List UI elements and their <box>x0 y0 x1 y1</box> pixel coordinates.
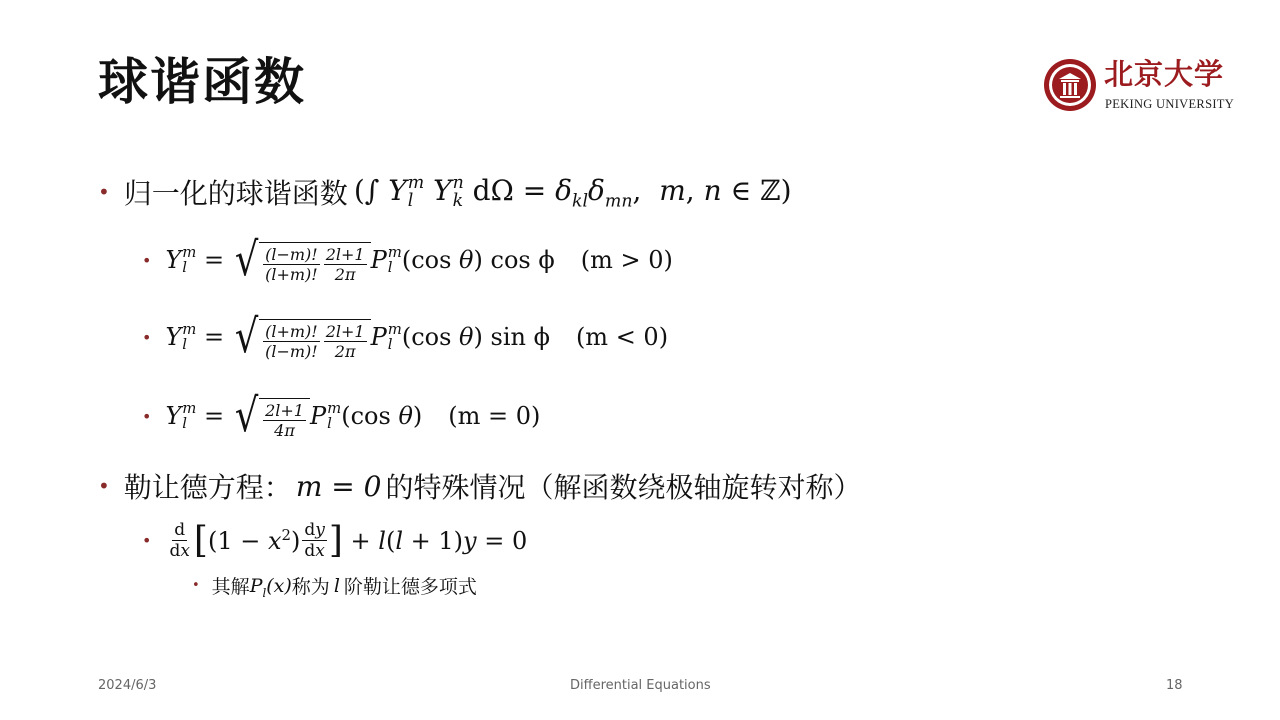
condition: (m > 0) <box>580 246 673 274</box>
legendre-m-zero: m = 0 <box>295 469 382 503</box>
bullet-icon: • <box>142 406 152 426</box>
university-name-en: PEKING UNIVERSITY <box>1105 97 1235 111</box>
note-math-pl: $P_l(x)$ <box>249 574 292 600</box>
legendre-equation: • $\frac{d}{dx}$ [ $(1 - x^2)$ $\frac{dy}{dx}$ ] + l(l + 1)y = 0 <box>142 519 528 561</box>
bullet-legendre <box>98 466 861 506</box>
equation-m-zero: • Y m l = √ $\frac{2l+1}{4\pi}$ P m l (cos θ) (m = 0) <box>142 388 541 442</box>
condition: (m < 0) <box>575 323 669 351</box>
bullet-icon: • <box>98 180 110 204</box>
bullet-text: 归一化的球谐函数 <box>123 177 348 210</box>
bullet-icon: • <box>142 531 152 550</box>
university-logo <box>1040 57 1240 113</box>
bullet-icon: • <box>192 578 200 593</box>
trig-factor: sin ϕ <box>490 323 550 351</box>
note-before: 其解 <box>211 576 250 598</box>
legendre-text-after: 的特殊情况（解函数绕极轴旋转对称） <box>385 471 862 504</box>
university-name-cn: 北京大学 <box>1104 57 1225 91</box>
note-l: l <box>333 574 340 597</box>
note-middle: 称为 <box>291 576 330 598</box>
bullet-icon: • <box>142 327 152 347</box>
legendre-polynomial-note <box>192 572 477 599</box>
trig-factor: cos ϕ <box>490 246 555 274</box>
university-seal-icon <box>1040 57 1100 113</box>
page-title: 球谐函数 <box>98 53 306 111</box>
footer-page-number: 18 <box>1166 678 1183 693</box>
footer-title: Differential Equations <box>570 678 711 693</box>
equation-m-positive: • Y m l = √ $\frac{(l-m)!}{(l+m)!}$ $\frac{2l+1}{2\pi}$ P m l (cos θ) cos ϕ (m > 0) <box>142 232 673 286</box>
bullet-icon: • <box>98 474 110 498</box>
legendre-text-before: 勒让德方程： <box>123 471 292 504</box>
condition: (m = 0) <box>448 402 541 430</box>
equation-m-negative: • Y m l = √ $\frac{(l+m)!}{(l-m)!}$ $\frac{2l+1}{2\pi}$ P m l (cos θ) sin ϕ (m < 0) <box>142 309 669 363</box>
note-after: 阶勒让德多项式 <box>343 576 477 598</box>
bullet-normalized-harmonics <box>98 172 792 212</box>
footer-date: 2024/6/3 <box>98 678 157 693</box>
orthonormality-formula: (∫ Y m l Y n k $d\Omega = \delta_{kl}\delta_{mn}$, m, n ∈ ℤ) <box>353 173 792 212</box>
bullet-icon: • <box>142 250 152 270</box>
